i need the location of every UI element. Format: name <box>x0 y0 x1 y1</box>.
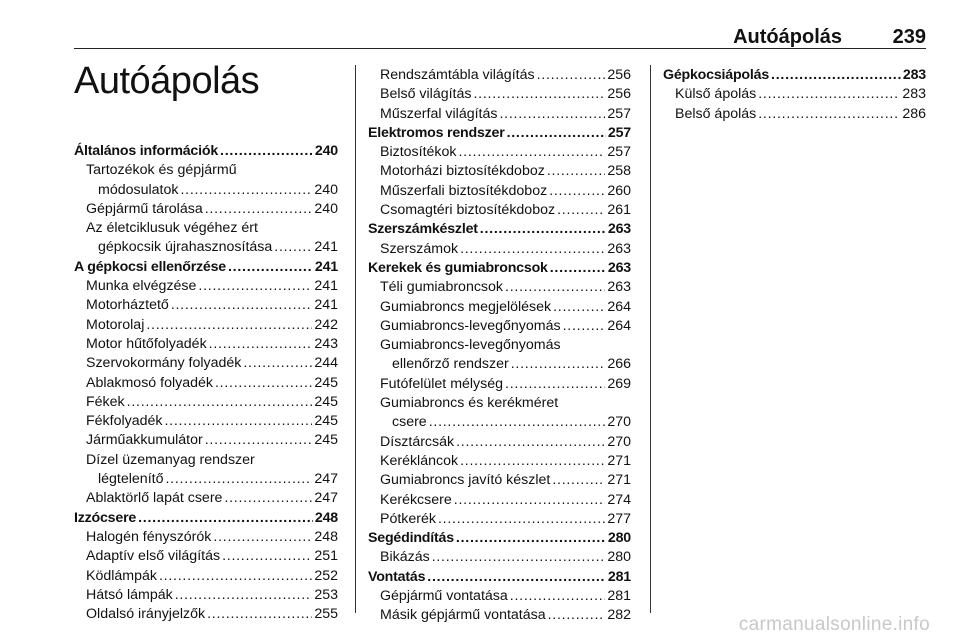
toc-item[interactable]: légtelenítő . . . 247 <box>74 470 338 489</box>
toc-section[interactable]: Segédindítás . . . 280 <box>368 529 631 548</box>
watermark: carmanualsonline.info <box>738 614 930 635</box>
toc-section[interactable]: Kerekek és gumiabroncsok . . . 263 <box>368 259 631 278</box>
toc-item[interactable]: Biztosítékok . . . 257 <box>368 143 631 162</box>
toc-item-line[interactable]: Dízel üzemanyag rendszer <box>86 451 255 468</box>
toc-section[interactable]: Vontatás . . . 281 <box>368 568 631 587</box>
toc-item[interactable]: Téli gumiabroncsok . . . 263 <box>368 278 631 297</box>
toc-item[interactable]: Pótkerék . . . 277 <box>368 510 631 529</box>
toc-column-3 <box>663 66 926 124</box>
toc-item[interactable]: Csomagtéri biztosítékdoboz . . . 261 <box>368 201 631 220</box>
toc-item[interactable]: Dísztárcsák . . . 270 <box>368 433 631 452</box>
toc-item[interactable]: Gépjármű tárolása . . . 240 <box>74 200 338 219</box>
toc-item[interactable]: Műszerfal világítás . . . 257 <box>368 105 631 124</box>
toc-item[interactable]: Gumiabroncs megjelölések . . . 264 <box>368 298 631 317</box>
toc-item-line[interactable]: Tartozékok és gépjármű <box>86 162 237 179</box>
toc-item[interactable]: módosulatok . . . 240 <box>74 181 338 200</box>
toc-column-2 <box>368 66 631 626</box>
toc-item[interactable]: Ablakmosó folyadék . . . 245 <box>74 374 338 393</box>
toc-item[interactable]: Futófelület mélység . . . 269 <box>368 375 631 394</box>
toc-item[interactable]: Gépjármű vontatása . . . 281 <box>368 587 631 606</box>
toc-item[interactable]: Motorolaj . . . 242 <box>74 316 338 335</box>
header-rule <box>74 48 926 49</box>
toc-item[interactable]: Halogén fényszórók . . . 248 <box>74 528 338 547</box>
toc-item[interactable]: Gumiabroncs-levegőnyomás . . . 264 <box>368 317 631 336</box>
toc-section[interactable]: Szerszámkészlet . . . 263 <box>368 220 631 239</box>
header-title: Autóápolás <box>733 26 842 48</box>
toc-item[interactable]: Motorházi biztosítékdoboz . . . 258 <box>368 162 631 181</box>
toc-item[interactable]: Motorháztető . . . 241 <box>74 296 338 315</box>
toc-item[interactable]: Belső világítás . . . 256 <box>368 85 631 104</box>
toc-item[interactable]: Fékek . . . 245 <box>74 393 338 412</box>
toc-item[interactable]: Adaptív első világítás . . . 251 <box>74 547 338 566</box>
toc-item[interactable]: Kerékláncok . . . 271 <box>368 452 631 471</box>
toc-item-line[interactable]: Az életciklusuk végéhez ért <box>86 220 258 237</box>
toc-item[interactable]: Bikázás . . . 280 <box>368 548 631 567</box>
toc-item[interactable]: Szerszámok . . . 263 <box>368 240 631 259</box>
toc-item[interactable]: csere . . . 270 <box>368 413 631 432</box>
toc-item[interactable]: Járműakkumulátor . . . 245 <box>74 431 338 450</box>
toc-section[interactable]: Izzócsere . . . 248 <box>74 509 338 528</box>
toc-item[interactable]: Motor hűtőfolyadék . . . 243 <box>74 335 338 354</box>
toc-item[interactable]: Munka elvégzése . . . 241 <box>74 277 338 296</box>
toc-item[interactable]: Hátsó lámpák . . . 253 <box>74 586 338 605</box>
toc-item[interactable]: ellenőrző rendszer . . . 266 <box>368 355 631 374</box>
toc-item[interactable]: Gumiabroncs javító készlet . . . 271 <box>368 471 631 490</box>
toc-item[interactable]: Külső ápolás . . . 283 <box>663 85 926 104</box>
toc-item[interactable]: Ködlámpák . . . 252 <box>74 567 338 586</box>
toc-item-line[interactable]: Gumiabroncs-levegőnyomás <box>380 337 561 354</box>
toc-item[interactable]: gépkocsik újrahasznosítása . . . 241 <box>74 238 338 257</box>
toc-section[interactable]: Elektromos rendszer . . . 257 <box>368 124 631 143</box>
toc-item[interactable]: Oldalsó irányjelzők . . . 255 <box>74 605 338 624</box>
toc-item[interactable]: Kerékcsere . . . 274 <box>368 491 631 510</box>
toc-item[interactable]: Műszerfali biztosítékdoboz . . . 260 <box>368 182 631 201</box>
toc-item-line[interactable]: Gumiabroncs és kerékméret <box>380 395 559 412</box>
toc-section[interactable]: Általános információk . . . 240 <box>74 142 338 161</box>
toc-section[interactable]: Gépkocsiápolás . . . 283 <box>663 66 926 85</box>
toc-item[interactable]: Belső ápolás . . . 286 <box>663 105 926 124</box>
column-divider <box>355 65 356 613</box>
main-title: Autóápolás <box>74 60 260 102</box>
column-divider <box>650 65 651 613</box>
toc-item[interactable]: Ablaktörlő lapát csere . . . 247 <box>74 489 338 508</box>
toc-item[interactable]: Szervokormány folyadék . . . 244 <box>74 354 338 373</box>
toc-item[interactable]: Fékfolyadék . . . 245 <box>74 412 338 431</box>
toc-section[interactable]: A gépkocsi ellenőrzése . . . 241 <box>74 258 338 277</box>
header-page-number: 239 <box>892 26 926 48</box>
toc-item[interactable]: Másik gépjármű vontatása . . . 282 <box>368 606 631 625</box>
toc-column-1 <box>74 142 338 624</box>
toc-item[interactable]: Rendszámtábla világítás . . . 256 <box>368 66 631 85</box>
